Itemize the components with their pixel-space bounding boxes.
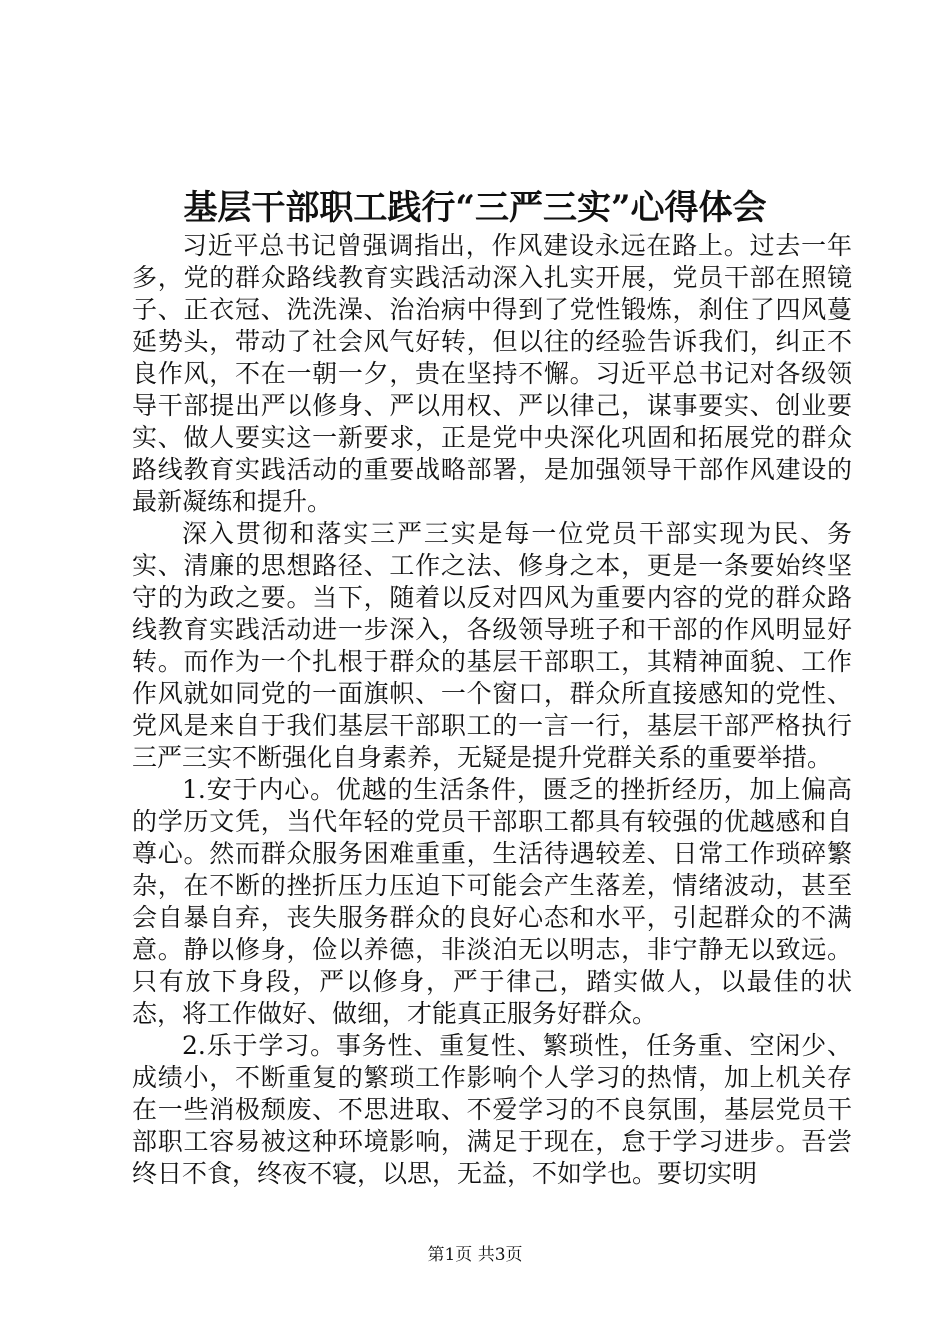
paragraph-1: 习近平总书记曾强调指出，作风建设永远在路上。过去一年多，党的群众路线教育实践活动深入扎实开展，党员干部在照镜子、正衣冠、洗洗澡、治治病中得到了党性锻炼，刹住了四风蔓延势头，带动了社会风气好转，但以往的经验告诉我们，纠正不良作风，不在一朝一夕，贵在坚持不懈。习近平总书记对各级领导干部提出严以修身、严以用权、严以律己，谋事要实、创业要实、做人要实这一新要求，正是党中央深化巩固和拓展党的群众路线教育实践活动的重要战略部署，是加强领导干部作风建设的最新凝练和提升。 xyxy=(132,231,852,516)
page-footer: 第1页 共3页 xyxy=(427,1245,523,1265)
document-body xyxy=(132,230,852,1190)
paragraph-2: 深入贯彻和落实三严三实是每一位党员干部实现为民、务实、清廉的思想路径、工作之法、修身之本，更是一条要始终坚守的为政之要。当下，随着以反对四风为重要内容的党的群众路线教育实践活动进一步深入，各级领导班子和干部的作风明显好转。而作为一个扎根于群众的基层干部职工，其精神面貌、工作作风就如同党的一面旗帜、一个窗口，群众所直接感知的党性、党风是来自于我们基层干部职工的一言一行，基层干部严格执行三严三实不断强化自身素养，无疑是提升党群关系的重要举措。 xyxy=(132,519,852,772)
document-title: 基层干部职工践行“三严三实”心得体会 xyxy=(183,188,767,228)
paragraph-3: 1.安于内心。优越的生活条件，匮乏的挫折经历，加上偏高的学历文凭，当代年轻的党员干部职工都具有较强的优越感和自尊心。然而群众服务困难重重，生活待遇较差、日常工作琐碎繁杂，在不断的挫折压力压迫下可能会产生落差，情绪波动，甚至会自暴自弃，丧失服务群众的良好心态和水平，引起群众的不满意。静以修身，俭以养德，非淡泊无以明志，非宁静无以致远。只有放下身段，严以修身，严于律己，踏实做人，以最佳的状态，将工作做好、做细，才能真正服务好群众。 xyxy=(132,775,852,1028)
paragraph-4: 2.乐于学习。事务性、重复性、繁琐性，任务重、空闲少、成绩小，不断重复的繁琐工作影响个人学习的热情，加上机关存在一些消极颓废、不思进取、不爱学习的不良氛围，基层党员干部职工容易被这种环境影响，满足于现在，怠于学习进步。吾尝终日不食，终夜不寝，以思，无益，不如学也。要切实明 xyxy=(132,1031,852,1188)
